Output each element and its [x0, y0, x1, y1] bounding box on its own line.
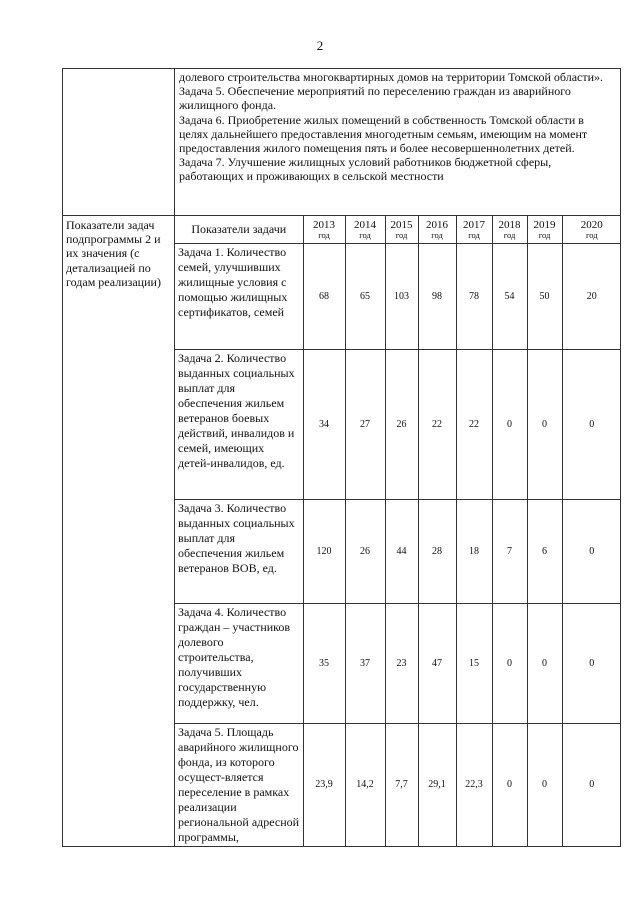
- year-value: 2015: [390, 218, 413, 231]
- task-description: Задача 3. Количество выданных социальных выплат для обеспечения жильем ветеранов ВОВ, ед.: [175, 499, 303, 603]
- value-cell: 18: [456, 499, 492, 603]
- year-value: 2017: [463, 218, 485, 231]
- indicators-label: Показатели задач подпрограммы 2 и их значения (с детализацией по годам реализации): [63, 216, 175, 847]
- table-row: [175, 243, 621, 349]
- value-cell: 20: [562, 243, 621, 349]
- value-cell: 14,2: [345, 723, 385, 846]
- value-cell: 65: [345, 243, 385, 349]
- value-cell: 26: [345, 499, 385, 603]
- value-cell: 47: [418, 603, 456, 723]
- value-cell: 22: [456, 349, 492, 499]
- value-cell: 68: [303, 243, 345, 349]
- value-cell: 22: [418, 349, 456, 499]
- goals-cell: [175, 69, 621, 216]
- value-cell: 0: [562, 499, 621, 603]
- year-header: [303, 216, 345, 243]
- value-cell: 103: [385, 243, 418, 349]
- year-value: 2016: [426, 218, 448, 231]
- year-unit: год: [538, 229, 551, 240]
- header-row: [175, 216, 621, 243]
- goals-row: [63, 69, 621, 216]
- task-description: Задача 1. Количество семей, улучшивших жилищные условия с помощью жилищных сертификатов, семей: [175, 243, 303, 349]
- year-unit: год: [359, 229, 371, 240]
- year-header: [385, 216, 418, 243]
- table-row: [175, 603, 621, 723]
- table-row: [175, 499, 621, 603]
- table-row: [175, 349, 621, 499]
- year-value: 2013: [313, 218, 335, 231]
- empty-left-cell: [63, 69, 175, 216]
- value-cell: 0: [562, 349, 621, 499]
- value-cell: 15: [456, 603, 492, 723]
- value-cell: 26: [385, 349, 418, 499]
- year-value: 2018: [498, 218, 521, 231]
- year-header: [527, 216, 562, 243]
- task-description: Задача 2. Количество выданных социальных выплат для обеспечения жильем ветеранов боевых действий, инвалидов и семей, имеющих детей-инвалидов, ед.: [175, 349, 303, 499]
- value-cell: 54: [492, 243, 527, 349]
- value-cell: 27: [345, 349, 385, 499]
- year-unit: год: [468, 229, 480, 240]
- indicators-cell: [175, 216, 621, 847]
- goals-paragraph: долевого строительства многоквартирных домов на территории Томской области».: [179, 70, 604, 84]
- task-description: Задача 5. Площадь аварийного жилищного фонда, из которого осущест-вляется переселение в рамках реализации региональной адресной программы,: [175, 723, 303, 846]
- year-unit: год: [395, 229, 408, 240]
- value-cell: 120: [303, 499, 345, 603]
- value-cell: 28: [418, 499, 456, 603]
- value-cell: 44: [385, 499, 418, 603]
- year-header: [562, 216, 621, 243]
- year-header: [456, 216, 492, 243]
- year-unit: год: [585, 229, 598, 240]
- table-row: [175, 723, 621, 846]
- value-cell: 22,3: [456, 723, 492, 846]
- year-header: [418, 216, 456, 243]
- value-cell: 6: [527, 499, 562, 603]
- value-cell: 29,1: [418, 723, 456, 846]
- value-cell: 0: [527, 349, 562, 499]
- year-value: 2014: [354, 218, 376, 231]
- value-cell: 35: [303, 603, 345, 723]
- year-value: 2020: [580, 218, 603, 231]
- indicators-row: [63, 216, 621, 847]
- page-number: 2: [316, 38, 324, 53]
- value-cell: 50: [527, 243, 562, 349]
- value-cell: 0: [492, 723, 527, 846]
- value-cell: 0: [527, 723, 562, 846]
- goals-paragraph: Задача 5. Обеспечение мероприятий по переселению граждан из аварийного жилищного фонда.: [179, 84, 571, 113]
- year-value: 2019: [533, 218, 556, 231]
- value-cell: 34: [303, 349, 345, 499]
- value-cell: 0: [562, 603, 621, 723]
- value-cell: 0: [562, 723, 621, 846]
- value-cell: 23,9: [303, 723, 345, 846]
- value-cell: 7: [492, 499, 527, 603]
- value-cell: 78: [456, 243, 492, 349]
- value-cell: 98: [418, 243, 456, 349]
- year-header: [345, 216, 385, 243]
- year-unit: год: [431, 229, 443, 240]
- passport-table: [62, 68, 621, 847]
- indicators-header: Показатели задачи: [175, 216, 303, 243]
- year-header: [492, 216, 527, 243]
- goals-paragraph: Задача 6. Приобретение жилых помещений в собственность Томской области в целях дальнейшего предоставления многодетным семьям, имеющим на момент предоставления жилого помещения пять и более несовершеннолетних детей.: [179, 112, 588, 156]
- value-cell: 7,7: [385, 723, 418, 846]
- value-cell: 0: [492, 603, 527, 723]
- task-description: Задача 4. Количество граждан – участников долевого строительства, получивших государственную поддержку, чел.: [175, 603, 303, 723]
- value-cell: 37: [345, 603, 385, 723]
- value-cell: 0: [492, 349, 527, 499]
- year-unit: год: [503, 229, 516, 240]
- year-unit: год: [318, 229, 330, 240]
- indicators-table: [175, 216, 621, 846]
- value-cell: 0: [527, 603, 562, 723]
- value-cell: 23: [385, 603, 418, 723]
- goals-paragraph: Задача 7. Улучшение жилищных условий работников бюджетной сферы, работающих и проживающих в сельской местности: [179, 155, 552, 184]
